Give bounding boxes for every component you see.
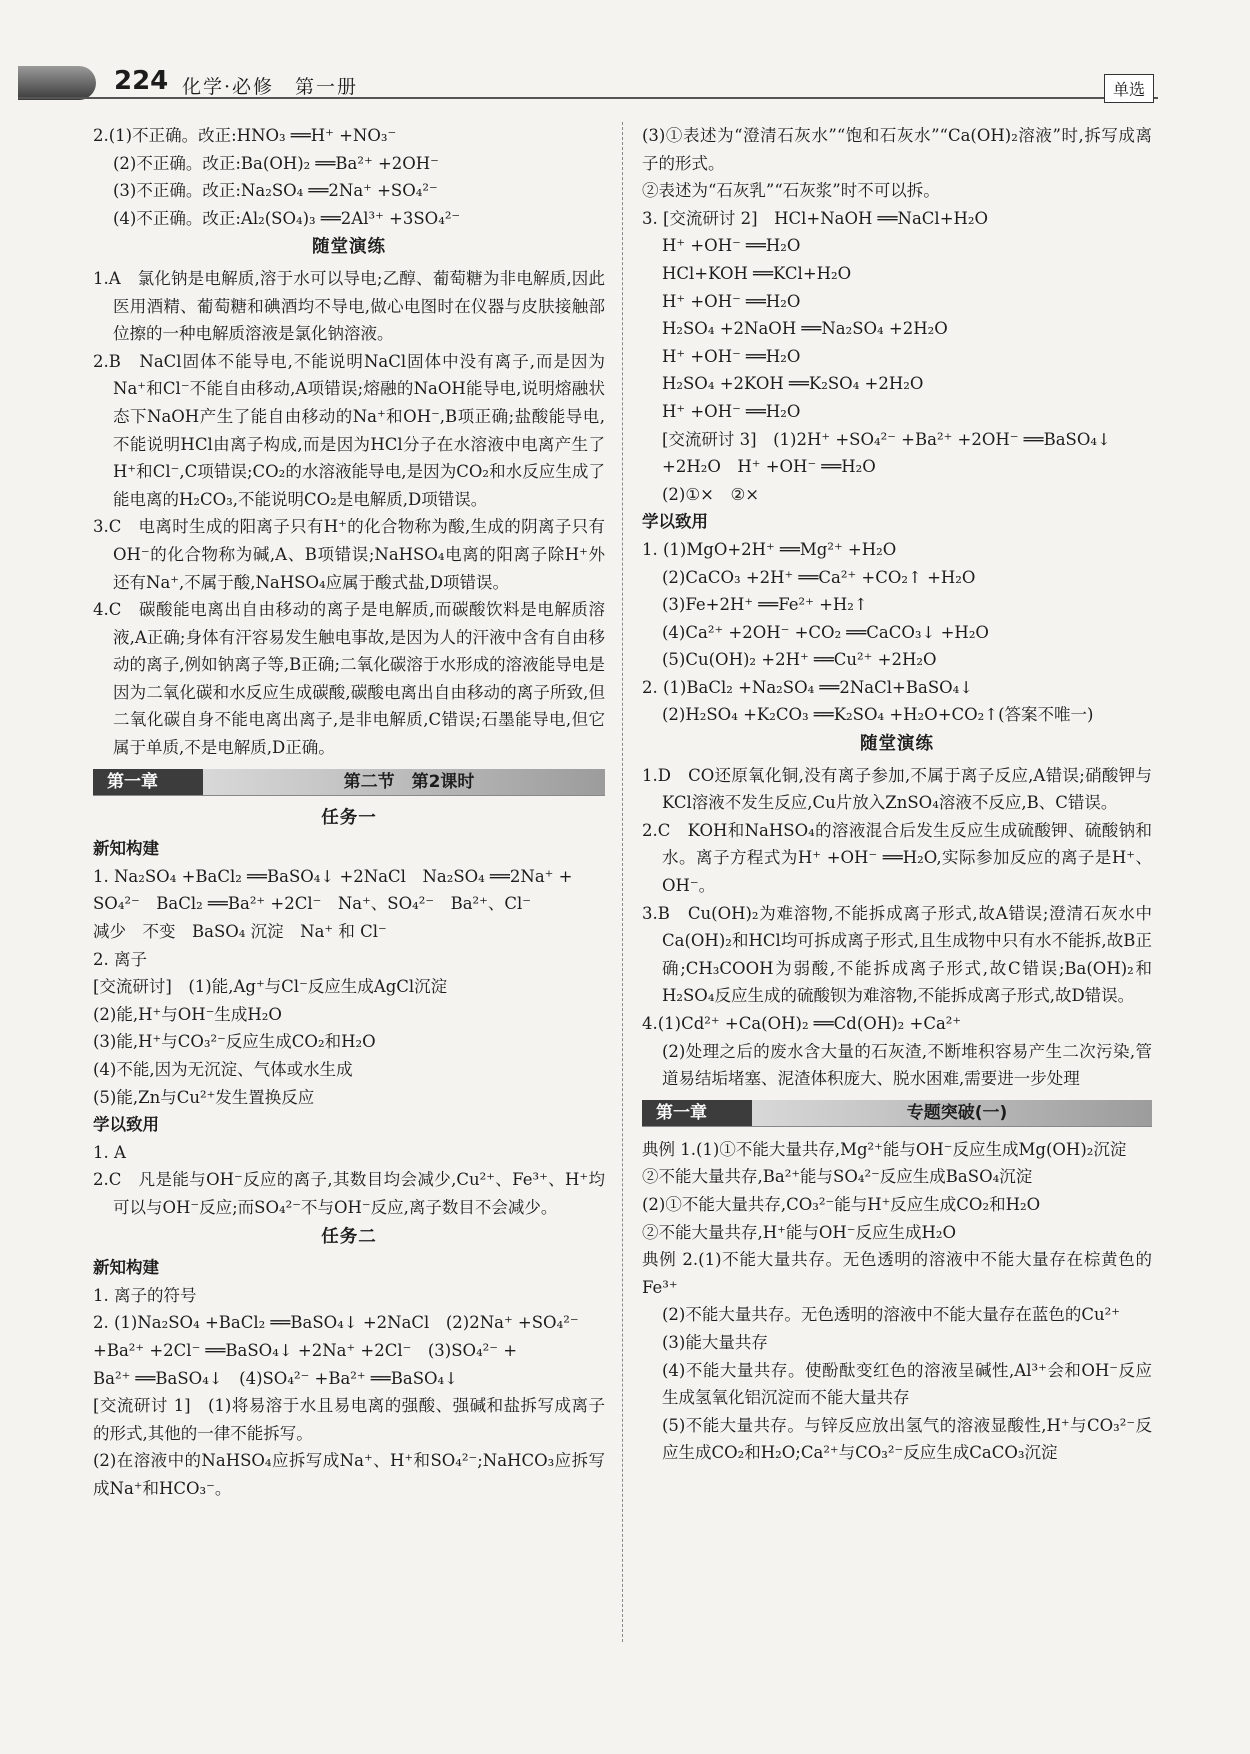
chapter-title: 第二节 第2课时 — [343, 771, 475, 792]
text-line: H⁺ +OH⁻ ══H₂O — [662, 346, 801, 366]
chapter-bar — [93, 769, 605, 796]
text-line: (2)能,H⁺与OH⁻生成H₂O — [93, 1004, 282, 1024]
answer-item: ②不能大量共存,Ba²⁺能与SO₄²⁻反应生成BaSO₄沉淀 — [642, 1167, 1033, 1187]
text-line: [交流研讨 3] (1)2H⁺ +SO₄²⁻ +Ba²⁺ +2OH⁻ ══BaSO₄↓ — [662, 429, 1111, 449]
answer-item: (2)不能大量共存。无色透明的溶液中不能大量存在蓝色的Cu²⁺ — [662, 1305, 1120, 1325]
text-line: H₂SO₄ +2KOH ══K₂SO₄ +2H₂O — [662, 374, 924, 394]
text-line: (5)能,Zn与Cu²⁺发生置换反应 — [93, 1087, 315, 1107]
text-line: 4.(1)Cd²⁺ +Ca(OH)₂ ══Cd(OH)₂ +Ca²⁺ — [642, 1014, 962, 1033]
task-title: 任务二 — [321, 1226, 377, 1247]
section-title-practice: 随堂演练 — [312, 237, 386, 258]
answer-item: 2.B NaCl固体不能导电,不能说明NaCl固体中没有离子,而是因为Na⁺和Cl⁻不能自由移动,A项错误;熔融的NaOH能导电,说明熔融状态下NaOH产生了能自由移动的Na⁺和OH⁻,B项正确;盐酸能导电,不能说明HCl由离子构成,而是因为HCl分子在水溶液中电离产生了H⁺和Cl⁻,C项错误;CO₂的水溶液能导电,是因为CO₂和水反应生成了能电离的H₂CO₃,不能说明CO₂是电解质,D项错误。 — [93, 351, 605, 509]
text-line: (2)CaCO₃ +2H⁺ ══Ca²⁺ +CO₂↑ +H₂O — [662, 567, 976, 587]
page-number: 224 — [114, 66, 169, 96]
subheading: 学以致用 — [93, 1115, 159, 1135]
page-header — [0, 0, 1250, 110]
text-line: (3)不正确。改正:Na₂SO₄ ══2Na⁺ +SO₄²⁻ — [113, 181, 438, 201]
answer-item: (3)①表述为“澄清石灰水”“饱和石灰水”“Ca(OH)₂溶液”时,拆写成离子的形式。 — [642, 126, 1152, 173]
answer-item: 1.D CO还原氧化铜,没有离子参加,不属于离子反应,A错误;硝酸钾与KCl溶液不发生反应,Cu片放入ZnSO₄溶液不反应,B、C错误。 — [642, 765, 1152, 813]
chapter-bar — [642, 1100, 1152, 1127]
chapter-tag: 第一章 — [93, 769, 203, 795]
answer-item: (2)处理之后的废水含大量的石灰渣,不断堆积容易产生二次污染,管道易结垢堵塞、泥渣体积庞大、脱水困难,需要进一步处理 — [662, 1041, 1152, 1089]
text-line: 2. (1)Na₂SO₄ +BaCl₂ ══BaSO₄↓ +2NaCl (2)2Na⁺ +SO₄²⁻ — [93, 1313, 579, 1333]
answer-item: (4)不能大量共存。使酚酞变红色的溶液呈碱性,Al³⁺会和OH⁻反应生成氢氧化铝沉淀而不能大量共存 — [662, 1360, 1152, 1408]
answer-item: 典例 1.(1)①不能大量共存,Mg²⁺能与OH⁻反应生成Mg(OH)₂沉淀 — [642, 1139, 1127, 1159]
chapter-tag: 第一章 — [642, 1100, 752, 1126]
answer-item: [交流研讨 1] (1)将易溶于水且易电离的强酸、强碱和盐拆写成离子的形式,其他的一律不能拆写。 — [93, 1396, 605, 1443]
left-column — [93, 122, 605, 1503]
book-title: 化学·必修 第一册 — [182, 76, 359, 98]
chapter-title: 专题突破(一) — [906, 1102, 1008, 1123]
text-line: H⁺ +OH⁻ ══H₂O — [662, 236, 801, 256]
answer-item: 2.C 凡是能与OH⁻反应的离子,其数目均会减少,Cu²⁺、Fe³⁺、H⁺均可以与OH⁻反应;而SO₄²⁻不与OH⁻反应,离子数目不会减少。 — [93, 1170, 605, 1217]
subheading: 新知构建 — [93, 1258, 159, 1278]
edition-label: 单选 — [1104, 74, 1154, 103]
text-line: HCl+KOH ══KCl+H₂O — [662, 263, 852, 283]
text-line: +Ba²⁺ +2Cl⁻ ══BaSO₄↓ +2Na⁺ +2Cl⁻ (3)SO₄²⁻ + — [93, 1340, 518, 1360]
text-line: (4)不能,因为无沉淀、气体或水生成 — [93, 1060, 353, 1079]
answer-item: (2)在溶液中的NaHSO₄应拆写成Na⁺、H⁺和SO₄²⁻;NaHCO₃应拆写成Na⁺和HCO₃⁻。 — [93, 1451, 605, 1498]
answer-item: ②不能大量共存,H⁺能与OH⁻反应生成H₂O — [642, 1222, 956, 1242]
answer-item: (2)①不能大量共存,CO₃²⁻能与H⁺反应生成CO₂和H₂O — [642, 1194, 1041, 1214]
text-line: H₂SO₄ +2NaOH ══Na₂SO₄ +2H₂O — [662, 319, 948, 339]
answer-item: (5)不能大量共存。与锌反应放出氢气的溶液显酸性,H⁺与CO₃²⁻反应生成CO₂和H₂O;Ca²⁺与CO₃²⁻反应生成CaCO₃沉淀 — [662, 1415, 1152, 1463]
text-line: +2H₂O H⁺ +OH⁻ ══H₂O — [662, 457, 876, 477]
text-line: (3)Fe+2H⁺ ══Fe²⁺ +H₂↑ — [662, 595, 868, 615]
text-line: (3)能,H⁺与CO₃²⁻反应生成CO₂和H₂O — [93, 1032, 376, 1052]
text-line: (5)Cu(OH)₂ +2H⁺ ══Cu²⁺ +2H₂O — [662, 650, 937, 670]
text-line: (2)①× ②× — [662, 484, 760, 504]
task-title: 任务一 — [321, 807, 377, 828]
text-line: Ba²⁺ ══BaSO₄↓ (4)SO₄²⁻ +Ba²⁺ ══BaSO₄↓ — [93, 1368, 458, 1388]
text-line: (4)不正确。改正:Al₂(SO₄)₃ ══2Al³⁺ +3SO₄²⁻ — [113, 208, 461, 228]
answer-item: 2.C KOH和NaHSO₄的溶液混合后发生反应生成硫酸钾、硫酸钠和水。离子方程式为H⁺ +OH⁻ ══H₂O,实际参加反应的离子是H⁺、OH⁻。 — [642, 820, 1152, 896]
correction-block — [93, 122, 605, 232]
text-line: 1. A — [93, 1142, 126, 1162]
text-line: 2. 离子 — [93, 949, 147, 969]
header-tab-decoration — [18, 66, 96, 100]
answer-item: ②表述为“石灰乳”“石灰浆”时不可以拆。 — [642, 181, 940, 201]
text-line: SO₄²⁻ BaCl₂ ══Ba²⁺ +2Cl⁻ Na⁺、SO₄²⁻ Ba²⁺、Cl⁻ — [93, 894, 531, 914]
column-divider — [622, 122, 623, 1642]
text-line: 1. 离子的符号 — [93, 1285, 197, 1305]
answer-item: 1.A 氯化钠是电解质,溶于水可以导电;乙醇、葡萄糖为非电解质,因此医用酒精、葡萄糖和碘酒均不导电,做心电图时在仪器与皮肤接触部位擦的一种电解质溶液是氯化钠溶液。 — [93, 268, 605, 344]
text-line: [交流研讨] (1)能,Ag⁺与Cl⁻反应生成AgCl沉淀 — [93, 977, 448, 997]
section-title-practice: 随堂演练 — [860, 734, 934, 755]
text-line: 减少 不变 BaSO₄ 沉淀 Na⁺ 和 Cl⁻ — [93, 922, 387, 942]
text-line: H⁺ +OH⁻ ══H₂O — [662, 291, 801, 311]
answer-item: 3.C 电离时生成的阳离子只有H⁺的化合物称为酸,生成的阴离子只有OH⁻的化合物称为碱,A、B项错误;NaHSO₄电离的阳离子除H⁺外还有Na⁺,不属于酸,NaHSO₄应属于酸式盐,D项错误。 — [93, 517, 605, 592]
text-line: 3. [交流研讨 2] HCl+NaOH ══NaCl+H₂O — [642, 208, 989, 228]
text-line: 2.(1)不正确。改正:HNO₃ ══H⁺ +NO₃⁻ — [93, 126, 397, 145]
text-line: (2)不正确。改正:Ba(OH)₂ ══Ba²⁺ +2OH⁻ — [113, 153, 439, 173]
subheading: 新知构建 — [93, 839, 159, 859]
right-column — [642, 122, 1152, 1467]
answer-item: 4.C 碳酸能电离出自由移动的离子是电解质,而碳酸饮料是电解质溶液,A正确;身体有汗容易发生触电事故,是因为人的汗液中含有自由移动的离子,例如钠离子等,B正确;二氧化碳溶于水形成的溶液能导电是因为二氧化碳和水反应生成碳酸,碳酸电离出自由移动的离子所致,但二氧化碳自身不能电离出离子,是非电解质,C错误;石墨能导电,但它属于单质,不是电解质,D正确。 — [93, 600, 605, 758]
subheading: 学以致用 — [642, 512, 708, 532]
text-line: (2)H₂SO₄ +K₂CO₃ ══K₂SO₄ +H₂O+CO₂↑(答案不唯一) — [662, 705, 1094, 725]
text-line: 1. (1)MgO+2H⁺ ══Mg²⁺ +H₂O — [642, 539, 897, 559]
answer-item: 3.B Cu(OH)₂为难溶物,不能拆成离子形式,故A错误;澄清石灰水中Ca(OH)₂和HCl均可拆成离子形式,且生成物中只有水不能拆,故B正确;CH₃COOH为弱酸,不能拆成离子形式,故C错误;Ba(OH)₂和H₂SO₄反应生成的硫酸钡为难溶物,不能拆成离子形式,故D错误。 — [642, 903, 1152, 1006]
text-line: H⁺ +OH⁻ ══H₂O — [662, 401, 801, 421]
text-line: 2. (1)BaCl₂ +Na₂SO₄ ══2NaCl+BaSO₄↓ — [642, 677, 974, 697]
answer-item: (3)能大量共存 — [662, 1332, 768, 1352]
text-line: (4)Ca²⁺ +2OH⁻ +CO₂ ══CaCO₃↓ +H₂O — [662, 622, 989, 642]
answer-item: 典例 2.(1)不能大量共存。无色透明的溶液中不能大量存在棕黄色的Fe³⁺ — [642, 1250, 1152, 1297]
text-line: 1. Na₂SO₄ +BaCl₂ ══BaSO₄↓ +2NaCl Na₂SO₄ ══2Na⁺ + — [93, 866, 573, 886]
